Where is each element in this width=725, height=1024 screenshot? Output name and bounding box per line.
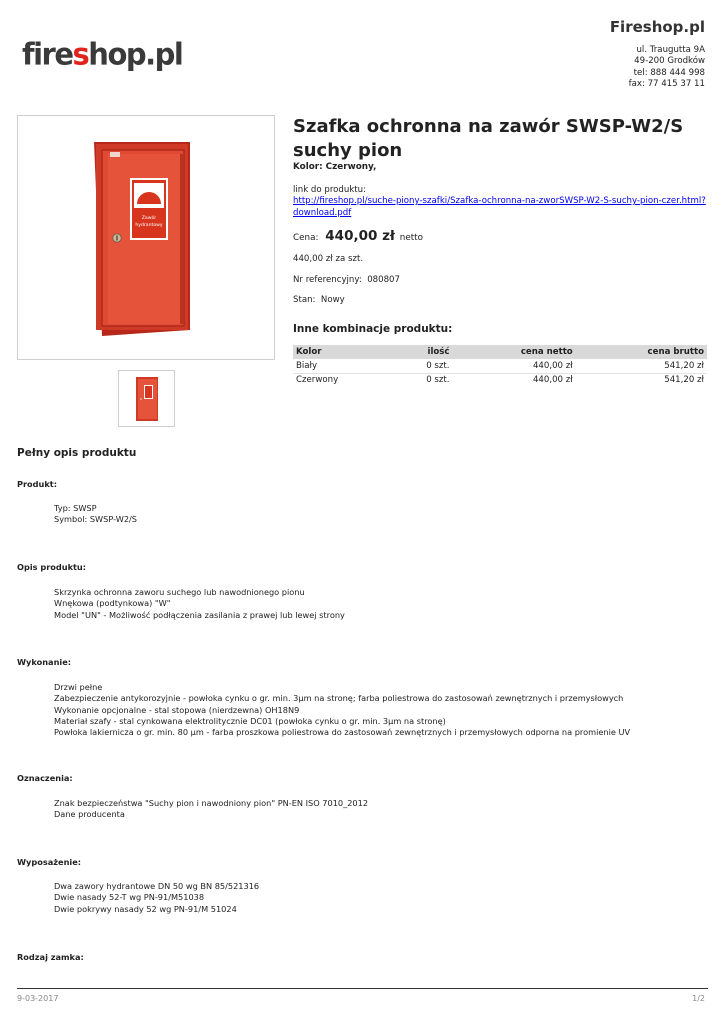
table-header-row [293, 345, 707, 359]
product-state [293, 295, 345, 305]
price-per-unit: 440,00 zł za szt. [293, 254, 364, 264]
section-line: Materiał szafy - stal cynkowana elektrolitycznie DC01 (powłoka cynku o gr. min. 3μm na stronę) [54, 715, 446, 726]
table-row [293, 359, 707, 373]
column-header-net-price: cena netto [453, 345, 576, 359]
cabinet-image [18, 116, 274, 359]
section-title-opis: Opis produktu: [17, 562, 87, 572]
address-line-2: 49-200 Grodków [634, 56, 705, 67]
cell-net-price: 440,00 zł [532, 375, 573, 386]
cell-gross-price: 541,20 zł [576, 359, 707, 373]
section-line: Dwie nasady 52-T wg PN-91/M51038 [54, 892, 205, 903]
reference-number [293, 275, 400, 285]
section-line: Dwie pokrywy nasady 52 wg PN-91/M 51024 [54, 903, 237, 914]
price-value: 440,00 zł [325, 228, 395, 244]
sign-text-2: hydrantowy [135, 223, 163, 228]
section-line: Skrzynka ochronna zaworu suchego lub nawodnionego pionu [54, 587, 305, 597]
logo-text-part2: hop.pl [88, 36, 183, 72]
reference-label: Nr referencyjny: [293, 275, 362, 285]
section-title-wykonanie: Wykonanie: [17, 657, 72, 667]
section-line: Symbol: SWSP-W2/S [54, 514, 137, 525]
column-header-color: Kolor [293, 345, 376, 359]
section-title-wyposazenie: Wyposażenie: [17, 857, 82, 867]
section-line: Znak bezpieczeństwa "Suchy pion i nawodniony pion" PN-EN ISO 7010_2012 [54, 798, 369, 808]
column-header-gross-price: cena brutto [576, 345, 707, 359]
section-title-rodzaj-zamka: Rodzaj zamka: [17, 952, 84, 962]
sign-text-1: Zawór [141, 216, 157, 221]
section-line: Model "UN" - Możliwość podłączenia zasilania z prawej lub lewej strony [54, 609, 345, 620]
cell-color: Czerwony [296, 375, 339, 386]
fireshop-logo[interactable] [22, 35, 182, 73]
logo-text-accent: s [72, 36, 89, 72]
address-line-1: ul. Traugutta 9A [636, 45, 705, 55]
combinations-heading: Inne kombinacje produktu: [293, 323, 453, 335]
fax-number: fax: 77 415 37 11 [628, 79, 705, 90]
section-title-oznaczenia: Oznaczenia: [17, 773, 73, 783]
section-title-produkt: Produkt: [17, 479, 57, 489]
price-row [293, 228, 423, 244]
product-color: Kolor: Czerwony, [293, 162, 377, 172]
reference-value: 080807 [367, 275, 400, 285]
footer-date: 9-03-2017 [17, 994, 59, 1003]
section-body-opis [54, 587, 714, 621]
product-link-label: link do produktu: [293, 185, 367, 195]
section-line: Typ: SWSP [54, 503, 97, 513]
section-body-wyposazenie [54, 881, 714, 915]
cell-net-price: 440,00 zł [453, 359, 576, 373]
section-line: Drzwi pełne [54, 682, 103, 692]
column-header-quantity: ilość [376, 345, 453, 359]
product-main-image[interactable] [17, 115, 275, 360]
state-label: Stan: [293, 295, 316, 305]
section-body-oznaczenia [54, 798, 714, 821]
section-line: Powłoka lakiernicza o gr. min. 80 μm - farba proszkowa poliestrowa do zastosowań zewnętrznych i przemysłowych odporna na promienie UV [54, 727, 631, 738]
phone-number: tel: 888 444 998 [633, 67, 705, 78]
footer-divider [17, 988, 708, 989]
state-value: Nowy [320, 295, 345, 305]
price-label: Cena: [293, 233, 319, 243]
company-name: Fireshop.pl [609, 18, 705, 36]
section-line: Dwa zawory hydrantowe DN 50 wg BN 85/521316 [54, 881, 260, 891]
footer-page-number: 1/2 [692, 994, 705, 1003]
cell-gross-price: 541,20 zł [664, 375, 704, 386]
section-body-wykonanie [54, 682, 714, 738]
company-contact [610, 45, 705, 91]
logo-text-part1: fire [22, 36, 73, 72]
section-line: Wykonanie opcjonalne - stal stopowa (nierdzewna) OH18N9 [54, 704, 300, 715]
table-row [293, 373, 707, 387]
full-description-heading: Pełny opis produktu [17, 447, 137, 459]
company-info [610, 18, 705, 91]
section-line: Zabezpieczenie antykorozyjnie - powłoka cynku o gr. min. 3μm na stronę; farba poliestrowa do zastosowań zewnętrznych i przemysłowych [54, 693, 624, 704]
section-line: Dane producenta [54, 809, 125, 820]
section-body-produkt [54, 503, 714, 526]
cabinet-thumbnail-image [119, 371, 174, 426]
cell-color: Biały [293, 359, 376, 373]
product-link[interactable]: http://fireshop.pl/suche-piony-szafki/Szafka-ochronna-na-zworSWSP-W2-S-suchy-pion-czer.html?download.pdf [293, 196, 706, 218]
combinations-table [293, 345, 707, 387]
product-thumbnail[interactable] [118, 370, 175, 427]
cell-quantity: 0 szt. [426, 375, 450, 386]
price-suffix: netto [399, 233, 424, 243]
product-title: Szafka ochronna na zawór SWSP-W2/S suchy pion [293, 116, 684, 161]
section-line: Wnękowa (podtynkowa) "W" [54, 598, 171, 609]
cell-quantity: 0 szt. [376, 359, 453, 373]
